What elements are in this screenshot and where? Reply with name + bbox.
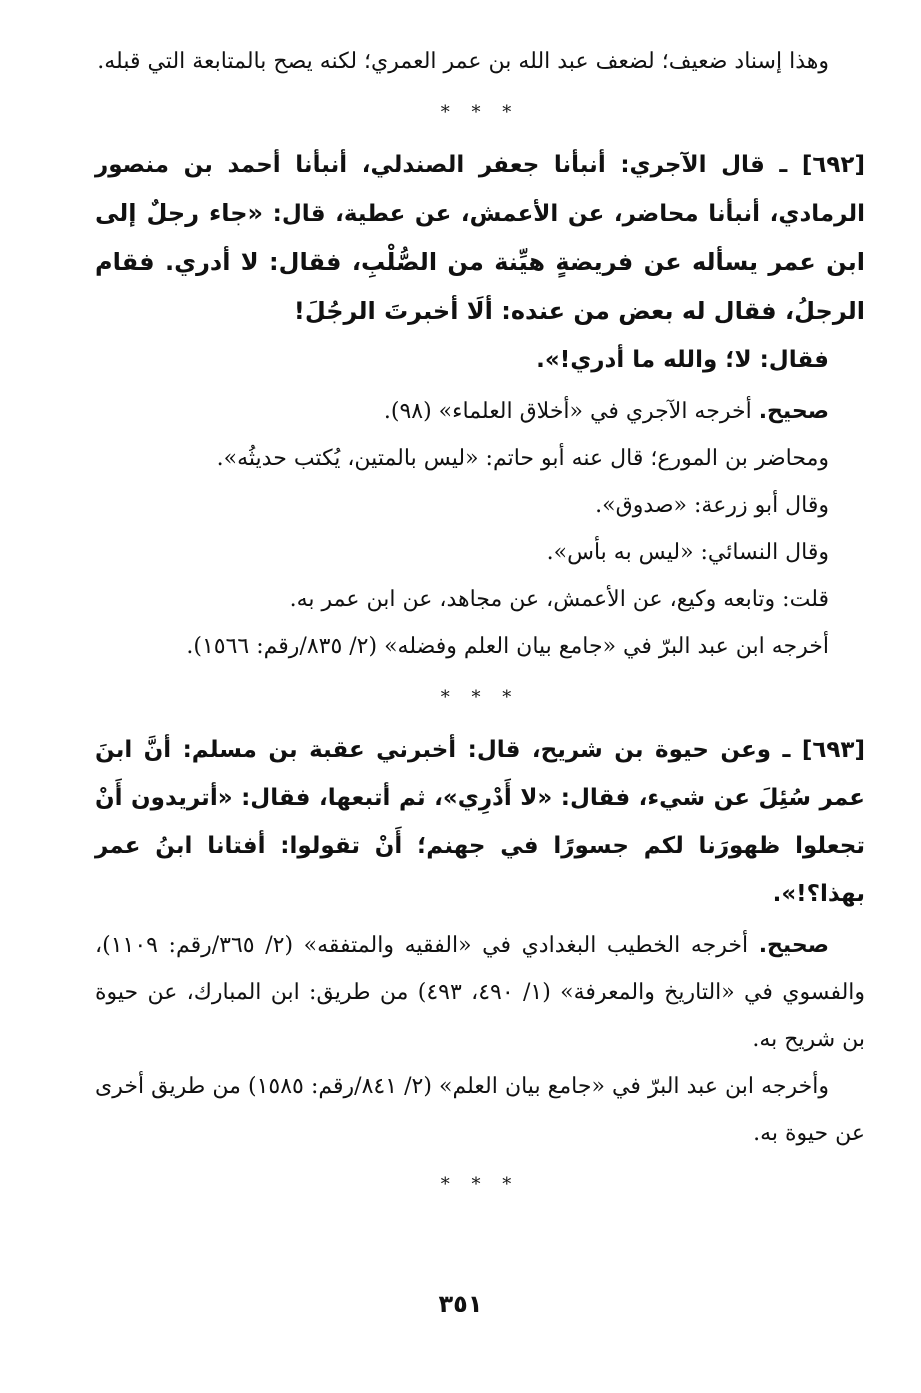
notes-693-grade — [95, 922, 865, 1063]
grade-label: صحيح. — [758, 399, 829, 424]
hadith-692-quote: «جاء رجلٌ إلى ابن عمر يسأله عن فريضةٍ هيِّنة من الصُّلْبِ، فقال: لا أدري. فقام الرجلُ، فقال له بعض من عنده: ألَا أخبرتَ الرجُلَ! — [95, 199, 865, 325]
notes-692-line-3: وقال النسائي: «ليس به بأس». — [546, 540, 829, 565]
notes-692-line-5: أخرجه ابن عبد البرّ في «جامع بيان العلم وفضله» (٢/ ٨٣٥/رقم: ١٥٦٦). — [186, 634, 829, 659]
hadith-692 — [95, 141, 865, 336]
grade-label: صحيح. — [758, 933, 830, 958]
page-number: ٣٥١ — [438, 1290, 483, 1318]
notes-693 — [95, 922, 865, 1157]
grade-text: أخرجه الآجري في «أخلاق العلماء» (٩٨). — [383, 399, 752, 424]
notes-692-line-1: ومحاضر بن المورع؛ قال عنه أبو حاتم: «ليس بالمتين، يُكتب حديثُه». — [216, 446, 829, 471]
notes-692-line-4: قلت: وتابعه وكيع، عن الأعمش، عن مجاهد، عن ابن عمر به. — [289, 587, 829, 612]
separator-2: * * * — [440, 687, 520, 708]
notes-692-line-2: وقال أبو زرعة: «صدوق». — [595, 493, 829, 518]
notes-692-grade — [95, 388, 865, 435]
notes-692 — [95, 388, 865, 670]
intro-paragraph: وهذا إسناد ضعيف؛ لضعف عبد الله بن عمر العمري؛ لكنه يصح بالمتابعة التي قبله. — [97, 49, 829, 74]
grade-text: أخرجه الخطيب البغدادي في «الفقيه والمتفقه» (٢/ ٣٦٥/رقم: ١١٠٩)، والفسوي في «التاريخ والمعرفة» (١/ ٤٩٠، ٤٩٣) من طريق: ابن المبارك، عن حيوة بن شريح به. — [95, 933, 866, 1052]
hadith-692-lead: [٦٩٢] ـ قال الآجري: أنبأنا جعفر الصندلي، أنبأنا أحمد بن منصور الرمادي، أنبأنا محاضر، عن الأعمش، عن عطية، قال: — [95, 152, 865, 227]
hadith-693: [٦٩٣] ـ وعن حيوة بن شريح، قال: أخبرني عقبة بن مسلم: أنَّ ابنَ عمر سُئِلَ عن شيء، فقال: «لا أَدْرِي»، ثم أتبعها، فقال: «أتريدون أَنْ تجعلوا ظهورَنا لكم جسورًا في جهنم؛ أَنْ تقولوا: أفتانا ابنُ عمر بهذا؟!». — [95, 737, 865, 907]
separator-1: * * * — [440, 102, 520, 123]
notes-693-line-1: وأخرجه ابن عبد البرّ في «جامع بيان العلم» (٢/ ٨٤١/رقم: ١٥٨٥) من طريق أخرى عن حيوة به. — [95, 1074, 865, 1146]
page-body — [95, 38, 865, 1213]
separator-3: * * * — [440, 1174, 520, 1195]
hadith-692-ending: فقال: لا؛ والله ما أدري!». — [536, 347, 829, 373]
